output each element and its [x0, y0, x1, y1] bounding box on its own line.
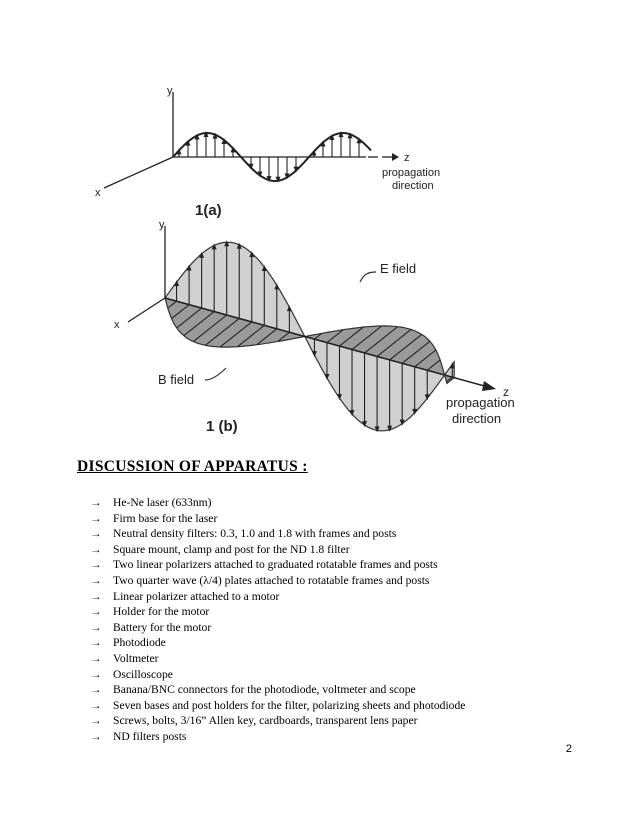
fig-b-x-label: x	[114, 319, 120, 331]
fig-a-propagation-label: propagation	[382, 167, 441, 179]
figure-1b	[114, 219, 515, 435]
arrow-bullet-icon: →	[90, 714, 102, 728]
apparatus-item-text: Two quarter wave (λ/4) plates attached to rotatable frames and posts	[113, 573, 430, 587]
apparatus-item	[90, 698, 465, 714]
fig-b-x-axis	[128, 298, 165, 322]
apparatus-item-text: Two linear polarizers attached to graduated rotatable frames and posts	[113, 558, 438, 572]
arrow-bullet-icon: →	[90, 667, 102, 681]
fig-b-b-pointer	[205, 368, 226, 380]
apparatus-item-text: Holder for the motor	[113, 605, 210, 619]
apparatus-item	[90, 729, 465, 745]
apparatus-item	[90, 495, 465, 511]
arrow-bullet-icon: →	[90, 573, 102, 587]
arrow-bullet-icon: →	[90, 589, 102, 603]
apparatus-item-text: Firm base for the laser	[113, 511, 218, 525]
arrow-bullet-icon: →	[90, 558, 102, 572]
fig-a-direction-label: direction	[392, 180, 434, 192]
fig-a-caption: 1(a)	[195, 202, 222, 219]
fig-a-y-label: y	[167, 85, 173, 97]
fig-b-z-arrowhead	[482, 381, 496, 391]
arrow-bullet-icon: →	[90, 527, 102, 541]
apparatus-item	[90, 557, 465, 573]
section-heading: DISCUSSION OF APPARATUS :	[77, 458, 308, 475]
apparatus-item-text: Oscilloscope	[113, 667, 173, 681]
apparatus-item-text: Linear polarizer attached to a motor	[113, 589, 280, 603]
arrow-bullet-icon: →	[90, 636, 102, 650]
apparatus-item	[90, 604, 465, 620]
arrow-bullet-icon: →	[90, 511, 102, 525]
apparatus-item	[90, 511, 465, 527]
arrow-bullet-icon: →	[90, 620, 102, 634]
fig-a-x-label: x	[95, 187, 101, 199]
fig-b-e-field-label: E field	[380, 261, 417, 276]
apparatus-item	[90, 667, 465, 683]
apparatus-item	[90, 620, 465, 636]
apparatus-item-text: He-Ne laser (633nm)	[113, 496, 212, 509]
arrow-bullet-icon: →	[90, 683, 102, 697]
fig-b-propagation-label: propagation	[446, 395, 515, 410]
fig-b-direction-label: direction	[452, 411, 502, 426]
apparatus-item-text: Neutral density filters: 0.3, 1.0 and 1.8 with frames and posts	[113, 527, 397, 541]
apparatus-item	[90, 589, 465, 605]
arrow-bullet-icon: →	[90, 542, 102, 556]
apparatus-item-text: Screws, bolts, 3/16” Allen key, cardboards, transparent lens paper	[113, 714, 418, 728]
apparatus-item-text: Square mount, clamp and post for the ND 1.8 filter	[113, 542, 350, 556]
apparatus-item	[90, 713, 465, 729]
apparatus-item	[90, 573, 465, 589]
apparatus-item-text: Voltmeter	[113, 651, 159, 665]
arrow-bullet-icon: →	[90, 651, 102, 665]
fig-b-e-pointer	[360, 272, 376, 282]
figure-1a	[95, 85, 440, 219]
apparatus-item-text: ND filters posts	[113, 729, 187, 743]
apparatus-item-text: Photodiode	[113, 636, 166, 650]
fig-b-caption: 1 (b)	[206, 418, 238, 435]
arrow-bullet-icon: →	[90, 729, 102, 743]
apparatus-item-text: Seven bases and post holders for the filter, polarizing sheets and photodiode	[113, 698, 466, 712]
arrow-bullet-icon: →	[90, 698, 102, 712]
arrow-bullet-icon: →	[90, 496, 102, 509]
page-number: 2	[565, 743, 572, 755]
apparatus-list	[90, 495, 465, 745]
apparatus-item	[90, 635, 465, 651]
fig-b-b-field-label: B field	[158, 372, 195, 387]
apparatus-item-text: Banana/BNC connectors for the photodiode, voltmeter and scope	[113, 683, 416, 697]
apparatus-item	[90, 682, 465, 698]
fig-b-z-label: z	[503, 385, 509, 399]
apparatus-item	[90, 542, 465, 558]
fig-a-z-arrowhead	[392, 153, 399, 161]
fig-b-y-label: y	[159, 219, 165, 231]
arrow-bullet-icon: →	[90, 605, 102, 619]
apparatus-item	[90, 526, 465, 542]
fig-a-x-axis	[104, 157, 173, 188]
apparatus-item	[90, 651, 465, 667]
fig-a-z-label: z	[404, 152, 410, 164]
apparatus-item-text: Battery for the motor	[113, 620, 212, 634]
